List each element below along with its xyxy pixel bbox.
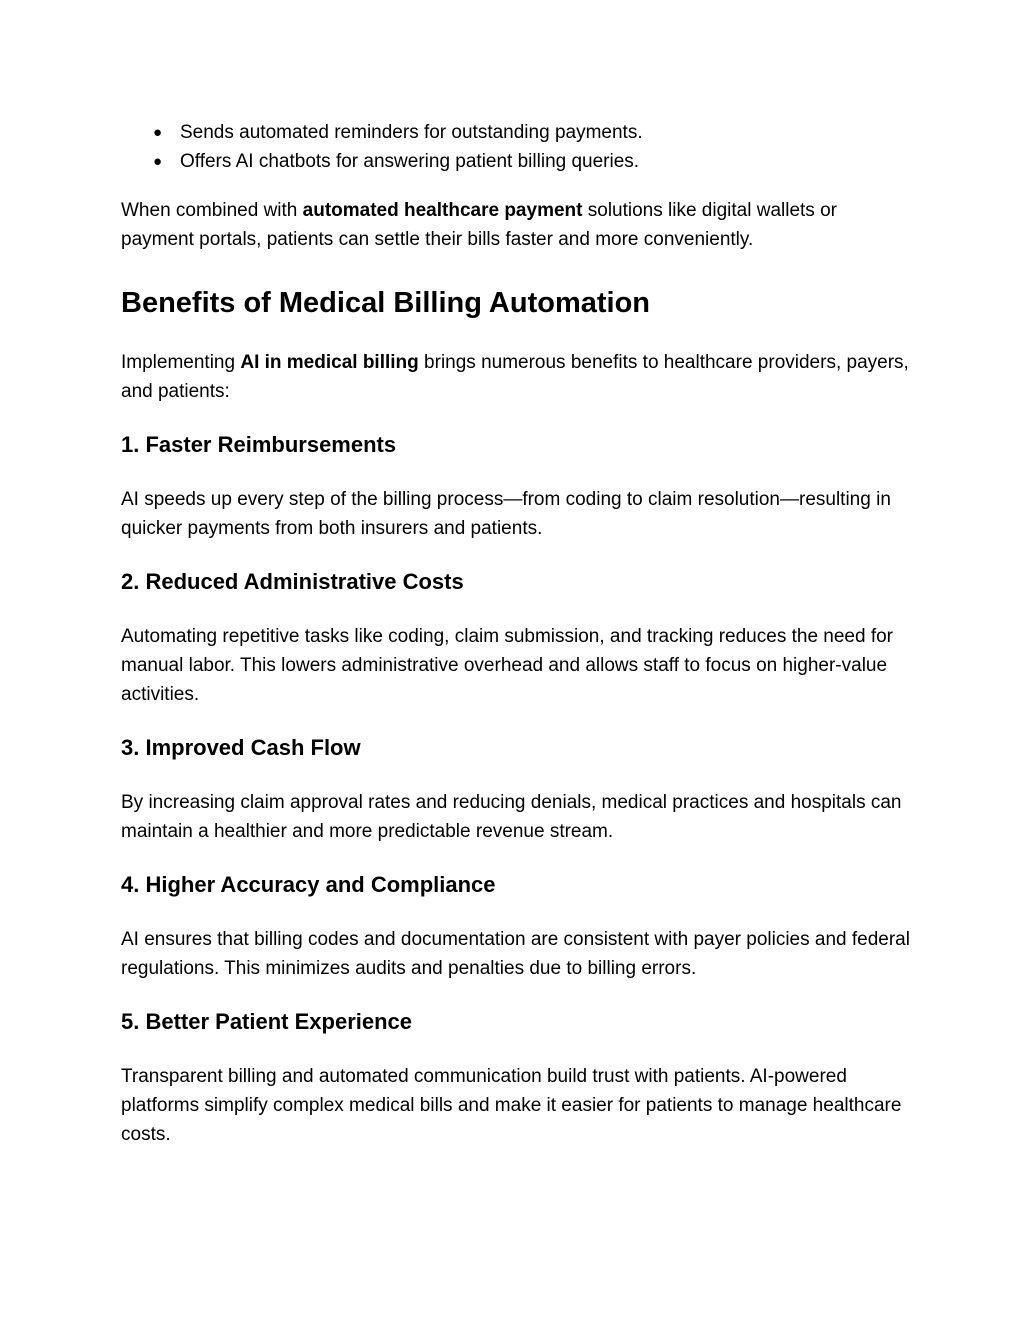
bullet-text: Sends automated reminders for outstanding payments.	[180, 122, 643, 143]
benefit-title-5: 5. Better Patient Experience	[121, 1009, 413, 1034]
benefit-title-2: 2. Reduced Administrative Costs	[121, 569, 464, 594]
bullet-text: Offers AI chatbots for answering patient billing queries.	[180, 151, 640, 172]
bullet-list	[121, 118, 911, 176]
lead-text-after: brings numerous benefits to healthcare providers, payers, and patients:	[121, 352, 909, 402]
benefit-title-1: 1. Faster Reimbursements	[121, 432, 397, 457]
intro-text-after: solutions like digital wallets or payment portals, patients can settle their bills faster and more conveniently.	[121, 200, 837, 250]
benefit-title-3: 3. Improved Cash Flow	[121, 735, 361, 760]
document-page	[121, 118, 911, 1149]
lead-text-before: Implementing	[121, 352, 241, 373]
intro-paragraph	[121, 196, 911, 254]
benefit-body-1: AI speeds up every step of the billing process—from coding to claim resolution—resulting in quicker payments from both insurers and patients.	[121, 489, 891, 539]
benefit-body-2: Automating repetitive tasks like coding, claim submission, and tracking reduces the need for manual labor. This lowers administrative overhead and allows staff to focus on higher-value activities.	[121, 626, 894, 705]
bullet-item	[121, 147, 911, 176]
benefit-body-5: Transparent billing and automated communication build trust with patients. AI-powered platforms simplify complex medical bills and make it easier for patients to manage healthcare costs.	[121, 1066, 902, 1145]
intro-bold-term: automated healthcare payment	[302, 200, 583, 221]
lead-paragraph	[121, 348, 911, 406]
benefit-body-3: By increasing claim approval rates and reducing denials, medical practices and hospitals can maintain a healthier and more predictable revenue stream.	[121, 792, 902, 842]
benefit-title-4: 4. Higher Accuracy and Compliance	[121, 872, 496, 897]
bullet-item	[121, 118, 911, 147]
bullet-icon: ●	[153, 153, 163, 170]
benefit-body-4: AI ensures that billing codes and documentation are consistent with payer policies and federal regulations. This minimizes audits and penalties due to billing errors.	[121, 929, 910, 979]
intro-text-before: When combined with	[121, 200, 303, 221]
section-heading: Benefits of Medical Billing Automation	[121, 287, 650, 319]
lead-bold-term: AI in medical billing	[240, 352, 419, 373]
bullet-icon: ●	[153, 124, 163, 141]
